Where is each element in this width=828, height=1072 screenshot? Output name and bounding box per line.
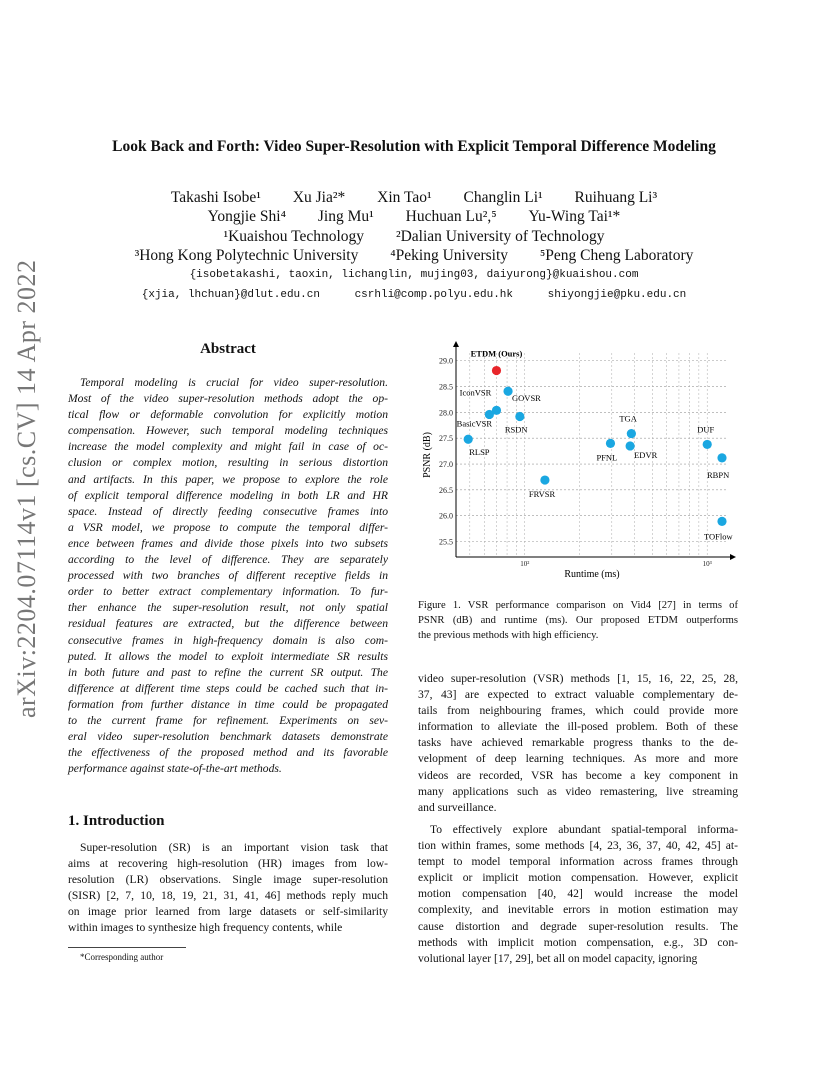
figure-1-chart [410, 335, 748, 585]
point-label: RLSP [469, 447, 490, 458]
author: Yu-Wing Tai¹* [528, 208, 621, 225]
text-line: information to alleviate the ill-posed problem. Both of these [418, 720, 738, 734]
emails-line-1: {isobetakashi, taoxin, lichanglin, mujing03, daiyurong}@kuaishou.com [189, 269, 639, 281]
point-label: FRVSR [528, 489, 556, 500]
text-line: ence between frames and divide those pixels into two subsets [68, 536, 388, 550]
text-line: tion within frames, some methods [4, 23, 36, 37, 40, 42, 45] at- [418, 839, 738, 853]
footnote-rule [68, 947, 186, 948]
text-line: to the current frame for refinement. Experiments on sev- [68, 713, 388, 727]
affiliations-line-2 [60, 247, 768, 265]
intro-right-paragraph-2 [418, 822, 738, 967]
point-label: DUF [697, 424, 715, 435]
author: Yongjie Shi⁴ [207, 208, 287, 225]
text-line: To effectively explore abundant spatial-temporal informa- [430, 823, 738, 836]
email: {xjia, lhchuan}@dlut.edu.cn [141, 289, 320, 301]
point-label: RBPN [707, 469, 730, 480]
paper-title: Look Back and Forth: Video Super-Resolution with Explicit Temporal Difference Modeling [112, 138, 716, 155]
data-point-tga [627, 429, 636, 438]
text-line: tical flow or deformable convolution for explicitly motion [68, 408, 388, 422]
y-tick-label: 28.0 [439, 408, 453, 418]
intro-right-paragraph-1 [418, 671, 738, 816]
text-line: of explicit temporal difference modeling in both LR and HR [68, 488, 388, 502]
point-label: BasicVSR [456, 418, 493, 429]
y-tick-label: 25.5 [439, 537, 453, 547]
text-line: eral video super-resolution benchmark datasets demonstrate [68, 730, 388, 744]
data-point-toflow [717, 517, 726, 526]
text-line: the effectiveness of the proposed method and its favorable [68, 746, 388, 760]
text-line: cause distortion and degrade super-resolution results. The [418, 919, 738, 933]
figure-1-caption [418, 599, 738, 643]
y-axis-label: PSNR (dB) [422, 432, 433, 478]
text-line: aims at recovering high-resolution (HR) images from low- [68, 857, 388, 871]
authors-line-1 [60, 189, 768, 207]
text-line: many applications such as video remastering, live streaming [418, 784, 738, 798]
point-label: ETDM (Ours) [470, 348, 523, 359]
affiliations-line-1 [60, 228, 768, 246]
text-line: complexity, and inevitable errors in motion estimation may [418, 903, 738, 917]
text-line: in both future and past to refine the current SR output. The [68, 665, 388, 679]
text-line: residual features are extracted, but the difference between [68, 617, 388, 631]
text-line: processed with two branches of different receptive fields in [68, 569, 388, 583]
text-line: the previous methods with high efficiency. [418, 629, 599, 641]
text-line: videos are recorded, VSR has become a key component in [418, 768, 738, 782]
text-line: consecutive frames in high-frequency domain is also com- [68, 633, 388, 647]
point-label: RSDN [504, 424, 528, 435]
text-line: Super-resolution (SR) is an important vision task that [80, 841, 388, 854]
author: Xin Tao¹ [377, 189, 432, 206]
point-label: PFNL [596, 452, 618, 463]
abstract-body [68, 375, 388, 777]
email: shiyongjie@pku.edu.cn [547, 289, 687, 301]
text-line: order to better extract complementary information. To fur- [68, 585, 388, 599]
text-line: according to the level of difference. They are separately [68, 553, 388, 567]
text-line: within images to synthesize high frequency contents, while [68, 921, 343, 935]
point-label: EDVR [634, 449, 658, 460]
point-label: IconVSR [459, 387, 492, 398]
text-line: difference at different time steps could be cached such that in- [68, 681, 388, 695]
authors-line-2 [60, 208, 768, 226]
y-tick-label: 27.0 [439, 460, 453, 470]
text-line: tails from neighbouring frames, which could provide more [418, 704, 738, 718]
y-axis-arrow [453, 341, 459, 347]
point-label: TGA [619, 413, 637, 424]
x-axis-label: Runtime (ms) [564, 569, 620, 580]
intro-left-body [68, 840, 388, 937]
arxiv-sidebar-id: arXiv:2204.07114v1 [cs.CV] 14 Apr 2022 [12, 259, 41, 718]
x-tick-label: 10³ [702, 560, 712, 568]
text-line: increase the model complexity and might fail in case of oc- [68, 440, 388, 454]
text-line: PSNR (dB) and runtime (ms). Our proposed ETDM outperforms [418, 614, 738, 626]
text-line: ther enhance the super-resolution result, not only spatial [68, 601, 388, 615]
data-point-rsdn [515, 412, 524, 421]
text-line: on image prior learned from large datasets or self-similarity [68, 905, 388, 919]
text-line: methods with implicit motion compensation, e.g., 3D con- [418, 935, 738, 949]
text-line: Temporal modeling is crucial for video super-resolution. [80, 376, 388, 389]
y-tick-label: 29.0 [439, 356, 453, 366]
intro-heading: 1. Introduction [68, 813, 165, 829]
affiliation: ¹Kuaishou Technology [223, 228, 365, 245]
text-line: volutional layer [17, 29], bet all on model capacity, ignoring [418, 951, 698, 965]
text-line: performance against state-of-the-art methods. [68, 762, 282, 776]
data-point-frvsr [540, 475, 549, 484]
affiliation: ³Hong Kong Polytechnic University [134, 247, 359, 264]
author: Jing Mu¹ [317, 208, 374, 225]
text-line: clusion or complex motion, resulting in serious distortion [68, 456, 388, 470]
text-line: compensation. However, such temporal modeling techniques [68, 424, 388, 438]
data-point-rlsp [464, 435, 473, 444]
author: Changlin Li¹ [463, 189, 543, 206]
abstract-heading: Abstract [200, 341, 256, 357]
text-line: a VSR model, we propose to compute the temporal differ- [68, 520, 388, 534]
text-line: formation from further distance in time could be propagated [68, 697, 388, 711]
text-line: video super-resolution (VSR) methods [1, 15, 16, 22, 25, 28, [418, 672, 738, 685]
author: Ruihuang Li³ [574, 189, 658, 206]
text-line: tasks have achieved remarkable progress thanks to the de- [418, 736, 738, 750]
text-line: motion compensation [40, 42] would increase the model [418, 887, 738, 901]
text-line: explicit or implicit motion compensation. However, explicit [418, 871, 738, 885]
text-line: resolution (LR) observations. Single image super-resolution [68, 873, 388, 887]
text-line: puted. It allows the model to exploit intermediate SR results [68, 649, 388, 663]
text-line: and surveillance. [418, 800, 497, 814]
data-point-pfnl [606, 439, 615, 448]
point-label: GOVSR [512, 393, 541, 404]
affiliation: ⁴Peking University [390, 247, 509, 264]
data-point-etdm-ours- [492, 366, 501, 375]
text-line: 37, 43] are expected to extract valuable complementary de- [418, 688, 738, 702]
emails-line-2 [60, 289, 768, 301]
author: Xu Jia²* [292, 189, 346, 206]
x-axis-arrow [730, 554, 736, 560]
affiliation: ⁵Peng Cheng Laboratory [539, 247, 694, 264]
y-tick-label: 26.5 [439, 485, 453, 495]
y-tick-label: 27.5 [439, 434, 453, 444]
text-line: velopment of deep learning techniques. As more and more [418, 752, 738, 766]
text-line: tempt to model temporal information across frames through [418, 855, 738, 869]
y-tick-label: 26.0 [439, 511, 453, 521]
text-line: Figure 1. VSR performance comparison on Vid4 [27] in terms of [418, 600, 738, 611]
author: Huchuan Lu²,⁵ [405, 208, 497, 225]
email: csrhli@comp.polyu.edu.hk [354, 289, 514, 301]
text-line: and artifacts. In this paper, we propose to explore the role [68, 472, 388, 486]
x-tick-label: 10² [520, 560, 530, 568]
data-point-rbpn [717, 453, 726, 462]
text-line: (SISR) [2, 7, 10, 18, 19, 21, 31, 41, 46] methods reply much [68, 889, 388, 903]
footnote: *Corresponding author [80, 952, 164, 962]
text-line: space. Instead of directly feeding consecutive frames into [68, 504, 388, 518]
author: Takashi Isobe¹ [170, 189, 261, 206]
point-label: TOFlow [704, 531, 733, 542]
scatter-plot [410, 335, 748, 585]
data-point-duf [703, 440, 712, 449]
y-tick-label: 28.5 [439, 382, 453, 392]
affiliation: ²Dalian University of Technology [395, 228, 605, 245]
text-line: Most of the video super-resolution methods adopt the op- [68, 392, 388, 406]
